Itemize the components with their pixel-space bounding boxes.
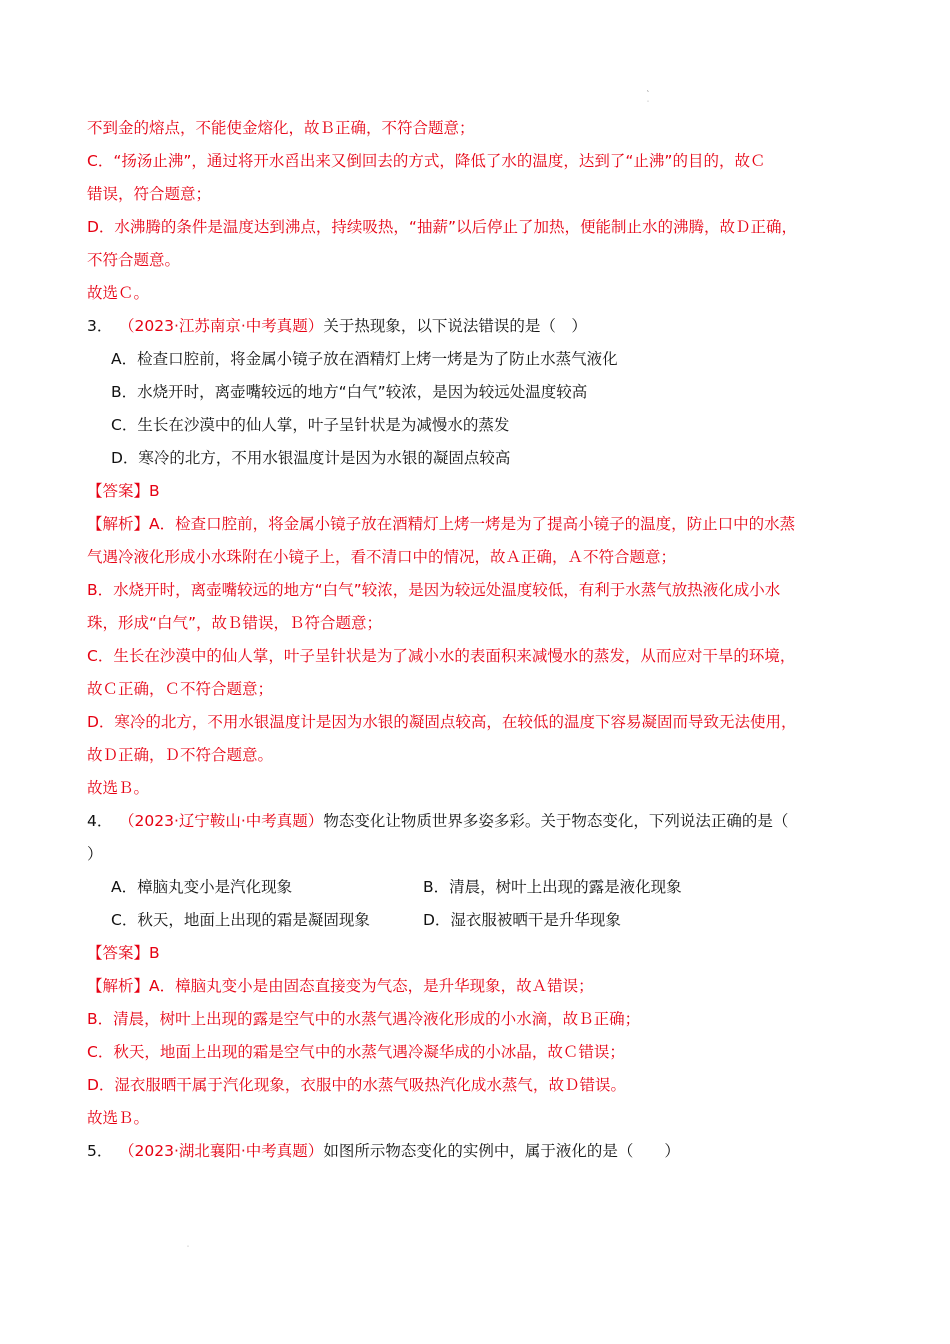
question-number: 4． (87, 812, 113, 830)
answer-line: 【答案】B (87, 944, 160, 962)
analysis-line: 错误，符合题意； (87, 185, 212, 203)
option-b: B．水烧开时，离壶嘴较远的地方“白气”较浓，是因为较远处温度较高 (111, 383, 588, 401)
footer-mark: ˙ (186, 1245, 190, 1254)
analysis-line: B．水烧开时，离壶嘴较远的地方“白气”较浓，是因为较远处温度较低，有利于水蒸气放热液化成小水 (87, 581, 781, 599)
answer-line: 【答案】B (87, 482, 160, 500)
header-mark: ˙ (646, 100, 650, 109)
analysis-line: 珠，形成“白气”，故Ｂ错误，Ｂ符合题意； (87, 614, 383, 632)
question-source: （2023·湖北襄阳·中考真题） (119, 1142, 324, 1160)
document-body (87, 112, 877, 1168)
analysis-line: 气遇冷液化形成小水珠附在小镜子上，看不清口中的情况，故Ａ正确，Ａ不符合题意； (87, 548, 677, 566)
option-d: D．湿衣服被晒干是升华现象 (423, 911, 621, 929)
question-text: 关于热现象，以下说法错误的是（ ） (323, 317, 587, 335)
question-number: 5． (87, 1142, 113, 1160)
analysis-line: 【解析】A．检查口腔前，将金属小镜子放在酒精灯上烤一烤是为了提高小镜子的温度，防止口中的水蒸 (87, 515, 796, 533)
conclusion-line: 故选Ｃ。 (87, 284, 150, 302)
analysis-line: C．“扬汤止沸”，通过将开水舀出来又倒回去的方式，降低了水的温度，达到了“止沸”的目的，故Ｃ (87, 152, 766, 170)
header-mark: ˛ (646, 83, 650, 92)
conclusion-line: 故选Ｂ。 (87, 1109, 150, 1127)
analysis-line: 故Ｄ正确，Ｄ不符合题意。 (87, 746, 274, 764)
question-text: 物态变化让物质世界多姿多彩。关于物态变化，下列说法正确的是（ (323, 812, 789, 830)
option-a: A．检查口腔前，将金属小镜子放在酒精灯上烤一烤是为了防止水蒸气液化 (111, 350, 618, 368)
option-b: B．清晨，树叶上出现的露是液化现象 (423, 878, 682, 896)
question-source: （2023·江苏南京·中考真题） (119, 317, 324, 335)
analysis-line: 不符合题意。 (87, 251, 181, 269)
analysis-line: C．生长在沙漠中的仙人掌，叶子呈针状是为了减小水的表面积来减慢水的蒸发，从而应对干旱的环境， (87, 647, 796, 665)
option-a: A．樟脑丸变小是汽化现象 (111, 878, 293, 896)
analysis-line: D．寒冷的北方，不用水银温度计是因为水银的凝固点较高，在较低的温度下容易凝固而导致无法使用， (87, 713, 797, 731)
analysis-line: 不到金的熔点，不能使金熔化，故Ｂ正确，不符合题意； (87, 119, 475, 137)
option-c: C．秋天，地面上出现的霜是凝固现象 (111, 911, 370, 929)
options-row (87, 871, 877, 904)
conclusion-line: 故选Ｂ。 (87, 779, 150, 797)
question-3-stem (87, 310, 877, 343)
analysis-line: D．水沸腾的条件是温度达到沸点，持续吸热，“抽薪”以后停止了加热，便能制止水的沸腾，故Ｄ正确， (87, 218, 797, 236)
question-4-stem (87, 805, 877, 838)
question-4-stem-continuation: ） (87, 845, 103, 863)
question-source: （2023·辽宁鞍山·中考真题） (119, 812, 324, 830)
options-row (87, 904, 877, 937)
option-c: C．生长在沙漠中的仙人掌，叶子呈针状是为减慢水的蒸发 (111, 416, 510, 434)
analysis-line: D．湿衣服晒干属于汽化现象，衣服中的水蒸气吸热汽化成水蒸气，故Ｄ错误。 (87, 1076, 626, 1094)
analysis-line: 【解析】A．樟脑丸变小是由固态直接变为气态，是升华现象，故Ａ错误； (87, 977, 594, 995)
question-5-stem (87, 1135, 877, 1168)
question-text: 如图所示物态变化的实例中，属于液化的是（ ） (323, 1142, 680, 1160)
analysis-line: C．秋天，地面上出现的霜是空气中的水蒸气遇冷凝华成的小冰晶，故Ｃ错误； (87, 1043, 625, 1061)
question-number: 3． (87, 317, 113, 335)
option-d: D．寒冷的北方，不用水银温度计是因为水银的凝固点较高 (111, 449, 511, 467)
analysis-line: 故Ｃ正确，Ｃ不符合题意； (87, 680, 274, 698)
analysis-line: B．清晨，树叶上出现的露是空气中的水蒸气遇冷液化形成的小水滴，故Ｂ正确； (87, 1010, 641, 1028)
